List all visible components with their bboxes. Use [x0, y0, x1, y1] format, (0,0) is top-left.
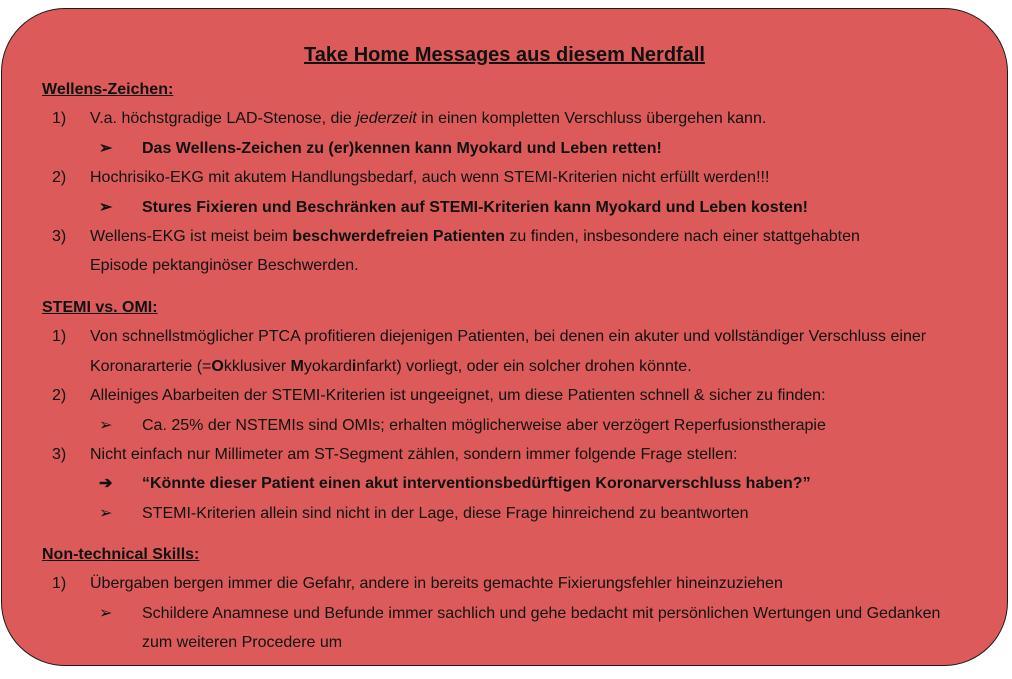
- sub-item: [2, 411, 1007, 440]
- list-item: [2, 322, 1007, 381]
- page-title: Take Home Messages aus diesem Nerdfall: [304, 44, 705, 66]
- item-number: 1): [52, 110, 67, 128]
- item-strong: beschwerdefreien Patienten: [292, 228, 505, 246]
- item-text: zu finden, insbesondere nach einer stattgehabten Episode pektanginöser Beschwerden.: [90, 228, 860, 275]
- arrowhead-bullet-icon: ➢: [99, 198, 113, 216]
- list-item: [2, 104, 1007, 133]
- item-text: Alleiniges Abarbeiten der STEMI-Kriterien ist ungeeignet, um diese Patienten schnell & sicher zu finden:: [90, 387, 826, 405]
- list-item: [2, 440, 1007, 469]
- section-heading-non-technical-skills: Non-technical Skills:: [42, 546, 200, 563]
- item-number: 1): [52, 328, 67, 346]
- sub-item: [2, 599, 1007, 658]
- item-text: Von schnellstmöglicher PTCA profitieren diejenigen Patienten, bei denen ein akuter und vollständiger Verschluss einer Koronararterie (=: [90, 328, 927, 375]
- item-text: yokard: [303, 357, 352, 375]
- arrowhead-bullet-icon: ➢: [99, 416, 113, 434]
- item-text: Hochrisiko-EKG mit akutem Handlungsbedarf, auch wenn STEMI-Kriterien nicht erfüllt werden!!!: [90, 169, 770, 187]
- section-non-technical-skills: [2, 540, 1007, 658]
- section-heading-stemi-omi: STEMI vs. OMI:: [42, 299, 158, 316]
- acronym-letter: i: [351, 357, 357, 375]
- sub-item: [2, 469, 1007, 498]
- item-text: kklusiver: [223, 357, 291, 375]
- sub-item-text: STEMI-Kriterien allein sind nicht in der Lage, diese Frage hinreichend zu beantworten: [142, 504, 749, 522]
- arrowhead-bullet-icon: ➢: [99, 504, 113, 522]
- message-card: [1, 8, 1008, 666]
- item-text: Übergaben bergen immer die Gefahr, andere in bereits gemachte Fixierungsfehler hineinzuziehen: [90, 575, 783, 593]
- sub-item-text: Das Wellens-Zeichen zu (er)kennen kann Myokard und Leben retten!: [142, 139, 662, 157]
- item-text: Wellens-EKG ist meist beim: [90, 228, 293, 246]
- section-stemi-omi: [2, 293, 1007, 528]
- arrowhead-bullet-icon: ➢: [99, 604, 113, 622]
- list-item: [2, 569, 1007, 598]
- list-item: [2, 163, 1007, 192]
- acronym-letter: O: [211, 357, 224, 375]
- sub-item-text: Ca. 25% der NSTEMIs sind OMIs; erhalten möglicherweise aber verzögert Reperfusionstherapie: [142, 416, 826, 434]
- item-number: 1): [52, 575, 67, 593]
- sub-item: [2, 193, 1007, 222]
- item-number: 3): [52, 446, 67, 464]
- list-item: [2, 222, 1007, 281]
- item-text: nfarkt) vorliegt, oder ein solcher drohen könnte.: [356, 357, 692, 375]
- sub-item-text: Schildere Anamnese und Befunde immer sachlich und gehe bedacht mit persönlichen Wertungen und Gedanken zum weiteren Procedere um: [142, 604, 941, 652]
- section-heading-wellens: Wellens-Zeichen:: [42, 81, 174, 98]
- item-text: in einen kompletten Verschluss übergehen kann.: [416, 110, 767, 128]
- list-item: [2, 381, 1007, 410]
- item-emphasis: jederzeit: [356, 110, 417, 128]
- item-number: 3): [52, 228, 67, 246]
- sub-item-text: Stures Fixieren und Beschränken auf STEMI-Kriterien kann Myokard und Leben kosten!: [142, 198, 808, 216]
- item-text: V.a. höchstgradige LAD-Stenose, die: [90, 110, 357, 128]
- arrowhead-bullet-icon: ➢: [99, 139, 113, 157]
- item-number: 2): [52, 387, 67, 405]
- sub-item-text: “Könnte dieser Patient einen akut interventionsbedürftigen Koronarverschluss haben?”: [142, 475, 811, 493]
- section-wellens: [2, 75, 1007, 281]
- sub-item: [2, 499, 1007, 528]
- acronym-letter: M: [290, 357, 304, 375]
- item-number: 2): [52, 169, 67, 187]
- arrow-bullet-icon: ➔: [99, 475, 113, 493]
- sub-item: [2, 134, 1007, 163]
- item-text: Nicht einfach nur Millimeter am ST-Segment zählen, sondern immer folgende Frage stellen:: [90, 446, 738, 464]
